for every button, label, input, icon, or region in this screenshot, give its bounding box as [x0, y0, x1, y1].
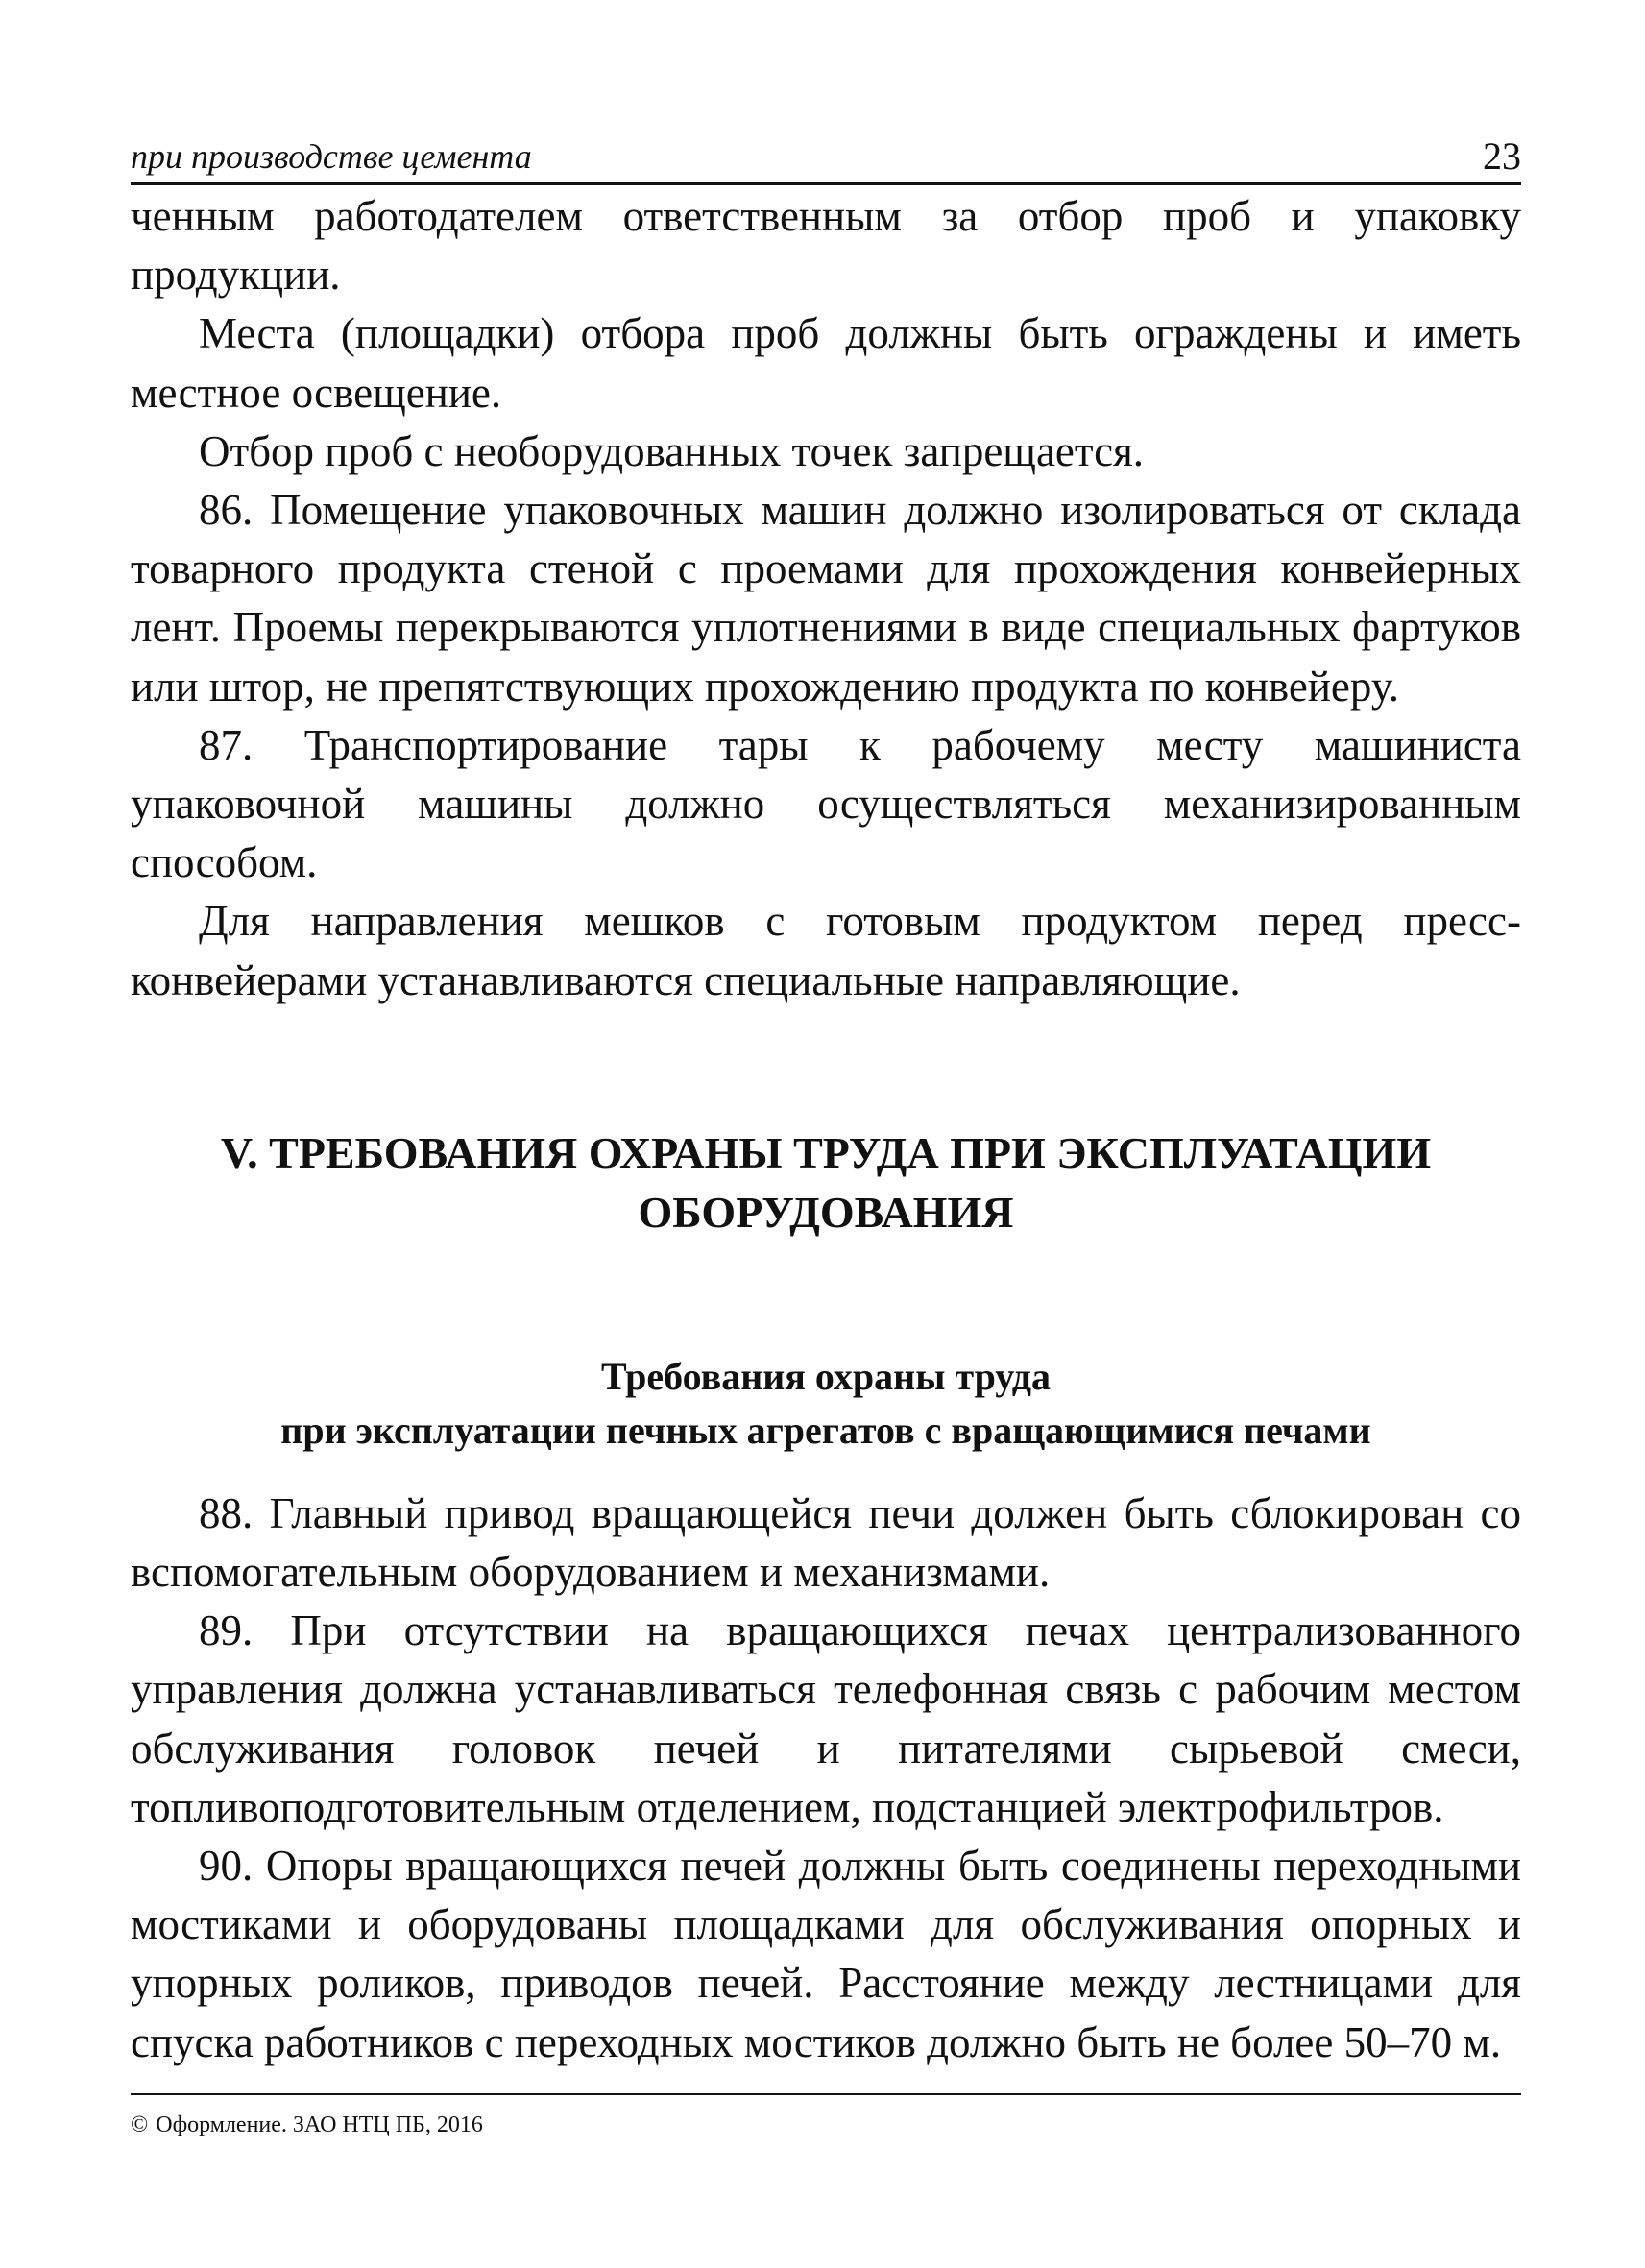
page-number: 23 [1483, 134, 1521, 178]
running-title: при производстве цемента [131, 137, 532, 176]
subsection-heading [131, 1350, 1521, 1458]
page [131, 125, 1521, 2072]
section-heading-line-2: ОБОРУДОВАНИЯ [638, 1187, 1014, 1237]
paragraph-88: 88. Главный привод вращающейся печи должен быть сблокирован со вспомогательным оборудованием и механизмами. [131, 1488, 1521, 1597]
paragraph-89: 89. При отсутствии на вращающихся печах централизованного управления должна устанавливаться телефонная связь с рабочим местом обслуживания головок печей и питателями сырьевой смеси, топливоподготовительным отделением, подстанцией электрофильтров. [131, 1606, 1521, 1831]
section-heading [131, 1123, 1521, 1243]
footer-text: Оформление. ЗАО НТЦ ПБ, 2016 [156, 2112, 483, 2137]
running-header [131, 125, 1521, 185]
paragraph: Отбор проб с необорудованных точек запрещается. [199, 426, 1145, 475]
paragraph: Места (площадки) отбора проб должны быть ограждены и иметь местное освещение. [131, 309, 1521, 417]
page-footer [131, 2093, 1521, 2138]
paragraph-86: 86. Помещение упаковочных машин должно изолироваться от склада товарного продукта стеной с проемами для прохождения конвейерных лент. Проемы перекрываются уплотнениями в виде специальных фартуков или штор, не препятствующих прохождению продукта по конвейеру. [131, 486, 1521, 711]
paragraph-90: 90. Опоры вращающихся печей должны быть соединены переходными мостиками и оборудованы площадками для обслуживания опорных и упорных роликов, приводов печей. Расстояние между лестницами для спуска работников с переходных мостиков должно быть не более 50–70 м. [131, 1842, 1521, 2066]
copyright-icon: © [131, 2112, 149, 2137]
body-text-section-2 [131, 1484, 1521, 2072]
paragraph: Для направления мешков с готовым продуктом перед пресс-конвейерами устанавливаются специальные направляющие. [131, 897, 1521, 1004]
paragraph: ченным работодателем ответственным за отбор проб и упаковку продукции. [131, 192, 1521, 300]
subsection-heading-line-1: Требования охраны труда [600, 1354, 1052, 1398]
section-heading-line-1: V. ТРЕБОВАНИЯ ОХРАНЫ ТРУДА ПРИ ЭКСПЛУАТАЦИИ [220, 1127, 1432, 1177]
body-text-section-1 [131, 187, 1521, 1010]
subsection-heading-line-2: при эксплуатации печных агрегатов с вращающимися печами [280, 1408, 1371, 1452]
paragraph-87: 87. Транспортирование тары к рабочему месту машиниста упаковочной машины должно осуществляться механизированным способом. [131, 720, 1521, 887]
